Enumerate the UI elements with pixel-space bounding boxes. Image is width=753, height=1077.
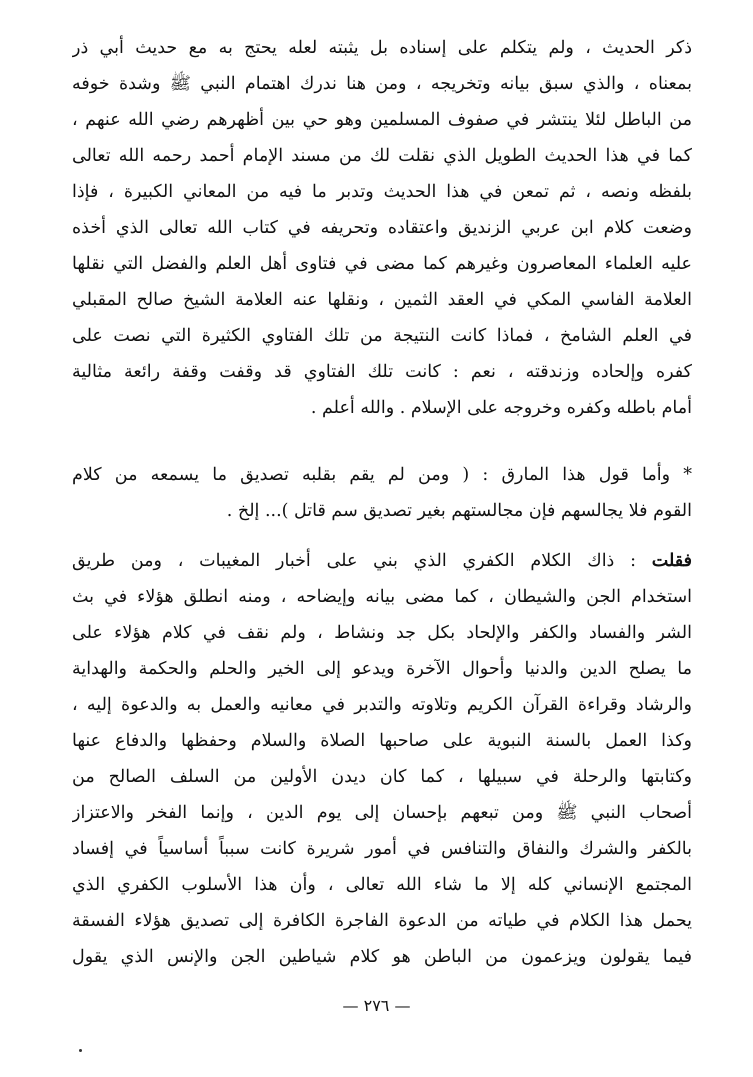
text-line: بالكفر والشرك والنفاق والتنافس في أمور شريرة كانت سبباً أساسياً في إفساد <box>72 839 692 859</box>
text-line: كما في هذا الحديث الطويل الذي نقلت لك من مسند الإمام أحمد رحمه الله تعالى <box>72 146 692 166</box>
text-line: * وأما قول هذا المارق : ( ومن لم يقم بقلبه تصديق ما يسمعه من كلام <box>72 465 692 485</box>
text-line: بمعناه ، والذي سبق بيانه وتخريجه ، ومن هنا ندرك اهتمام النبي ﷺ وشدة خوفه <box>72 74 692 94</box>
paragraph-3 <box>72 543 692 975</box>
paragraph-2 <box>72 457 692 529</box>
text-line: فيما يقولون ويزعمون من الباطن هو كلام شياطين الجن والإنس الذي يقول <box>72 947 692 967</box>
text-line: أصحاب النبي ﷺ ومن تبعهم بإحسان إلى يوم الدين ، وإنما الفخر والاعتزاز <box>72 803 692 823</box>
text-line: استخدام الجن والشيطان ، كما مضى بيانه وإيضاحه ، ومنه انطلق هؤلاء في بث <box>72 587 692 607</box>
text-line: القوم فلا يجالسهم فإن مجالستهم بغير تصديق سم قاتل )... إلخ . <box>226 501 692 521</box>
text-line: بلفظه ونصه ، ثم تمعن في هذا الحديث وتدبر ما فيه من المعاني الكبيرة ، فإذا <box>72 182 692 202</box>
lead-word: فقلت <box>651 551 692 571</box>
text-line: أمام باطله وكفره وخروجه على الإسلام . والله أعلم . <box>310 398 692 418</box>
text-line: في العلم الشامخ ، فماذا كانت النتيجة من تلك الفتاوي الكثيرة التي نصت على <box>72 326 692 346</box>
text-line: ذكر الحديث ، ولم يتكلم على إسناده بل يثبته لعله يحتج به مع حديث أبي ذر <box>72 38 692 58</box>
text-line: من الباطل لئلا ينتشر في صفوف المسلمين وهو حي بين أظهرهم رضي الله عنهم ، <box>72 110 692 130</box>
text-line: العلامة الفاسي المكي في العقد الثمين ، ونقلها عنه العلامة الشيخ صالح المقبلي <box>72 290 692 310</box>
text-line: والرشاد وقراءة القرآن الكريم وتلاوته والتدبر في معانيه والعمل به والدعوة إليه ، <box>72 695 692 715</box>
text-line: وكذا العمل بالسنة النبوية على صاحبها الصلاة والسلام وحفظها والدفاع عنها <box>72 731 692 751</box>
text-line: الشر والفساد والكفر والإلحاد بكل جد ونشاط ، ولم نقف في كلام هؤلاء على <box>72 623 692 643</box>
text-line: وضعت كلام ابن عربي الزنديق واعتقاده وتحريفه في كتاب الله تعالى الذي أخذه <box>72 218 692 238</box>
text-line: عليه العلماء المعاصرون وغيرهم كما مضى في فتاوى أهل العلم والفضل التي نقلها <box>72 254 692 274</box>
scan-speck <box>79 1049 82 1052</box>
text-line: ما يصلح الدين والدنيا وأحوال الآخرة ويدعو إلى الخير والحلم والحكمة والهداية <box>72 659 692 679</box>
text-line-first <box>72 543 692 579</box>
first-line-rest: : ذاك الكلام الكفري الذي بني على أخبار المغيبات ، ومن طريق <box>72 551 652 571</box>
page-number: — ٢٧٦ — <box>342 996 411 1015</box>
text-line: وكتابتها والرحلة في سبيلها ، كما كان ديدن الأولين من السلف الصالح من <box>72 767 692 787</box>
text-line: المجتمع الإنساني كله إلا ما شاء الله تعالى ، وأن هذا الأسلوب الكفري الذي <box>72 875 692 895</box>
text-line: يحمل هذا الكلام في طياته من الدعوة الفاجرة الكافرة إلى تصديق هؤلاء الفسقة <box>72 911 692 931</box>
text-line: كفره وإلحاده وزندقته ، نعم : كانت تلك الفتاوي قد وقفت وقفة رائعة مثالية <box>72 362 692 382</box>
paragraph-1 <box>72 30 692 426</box>
